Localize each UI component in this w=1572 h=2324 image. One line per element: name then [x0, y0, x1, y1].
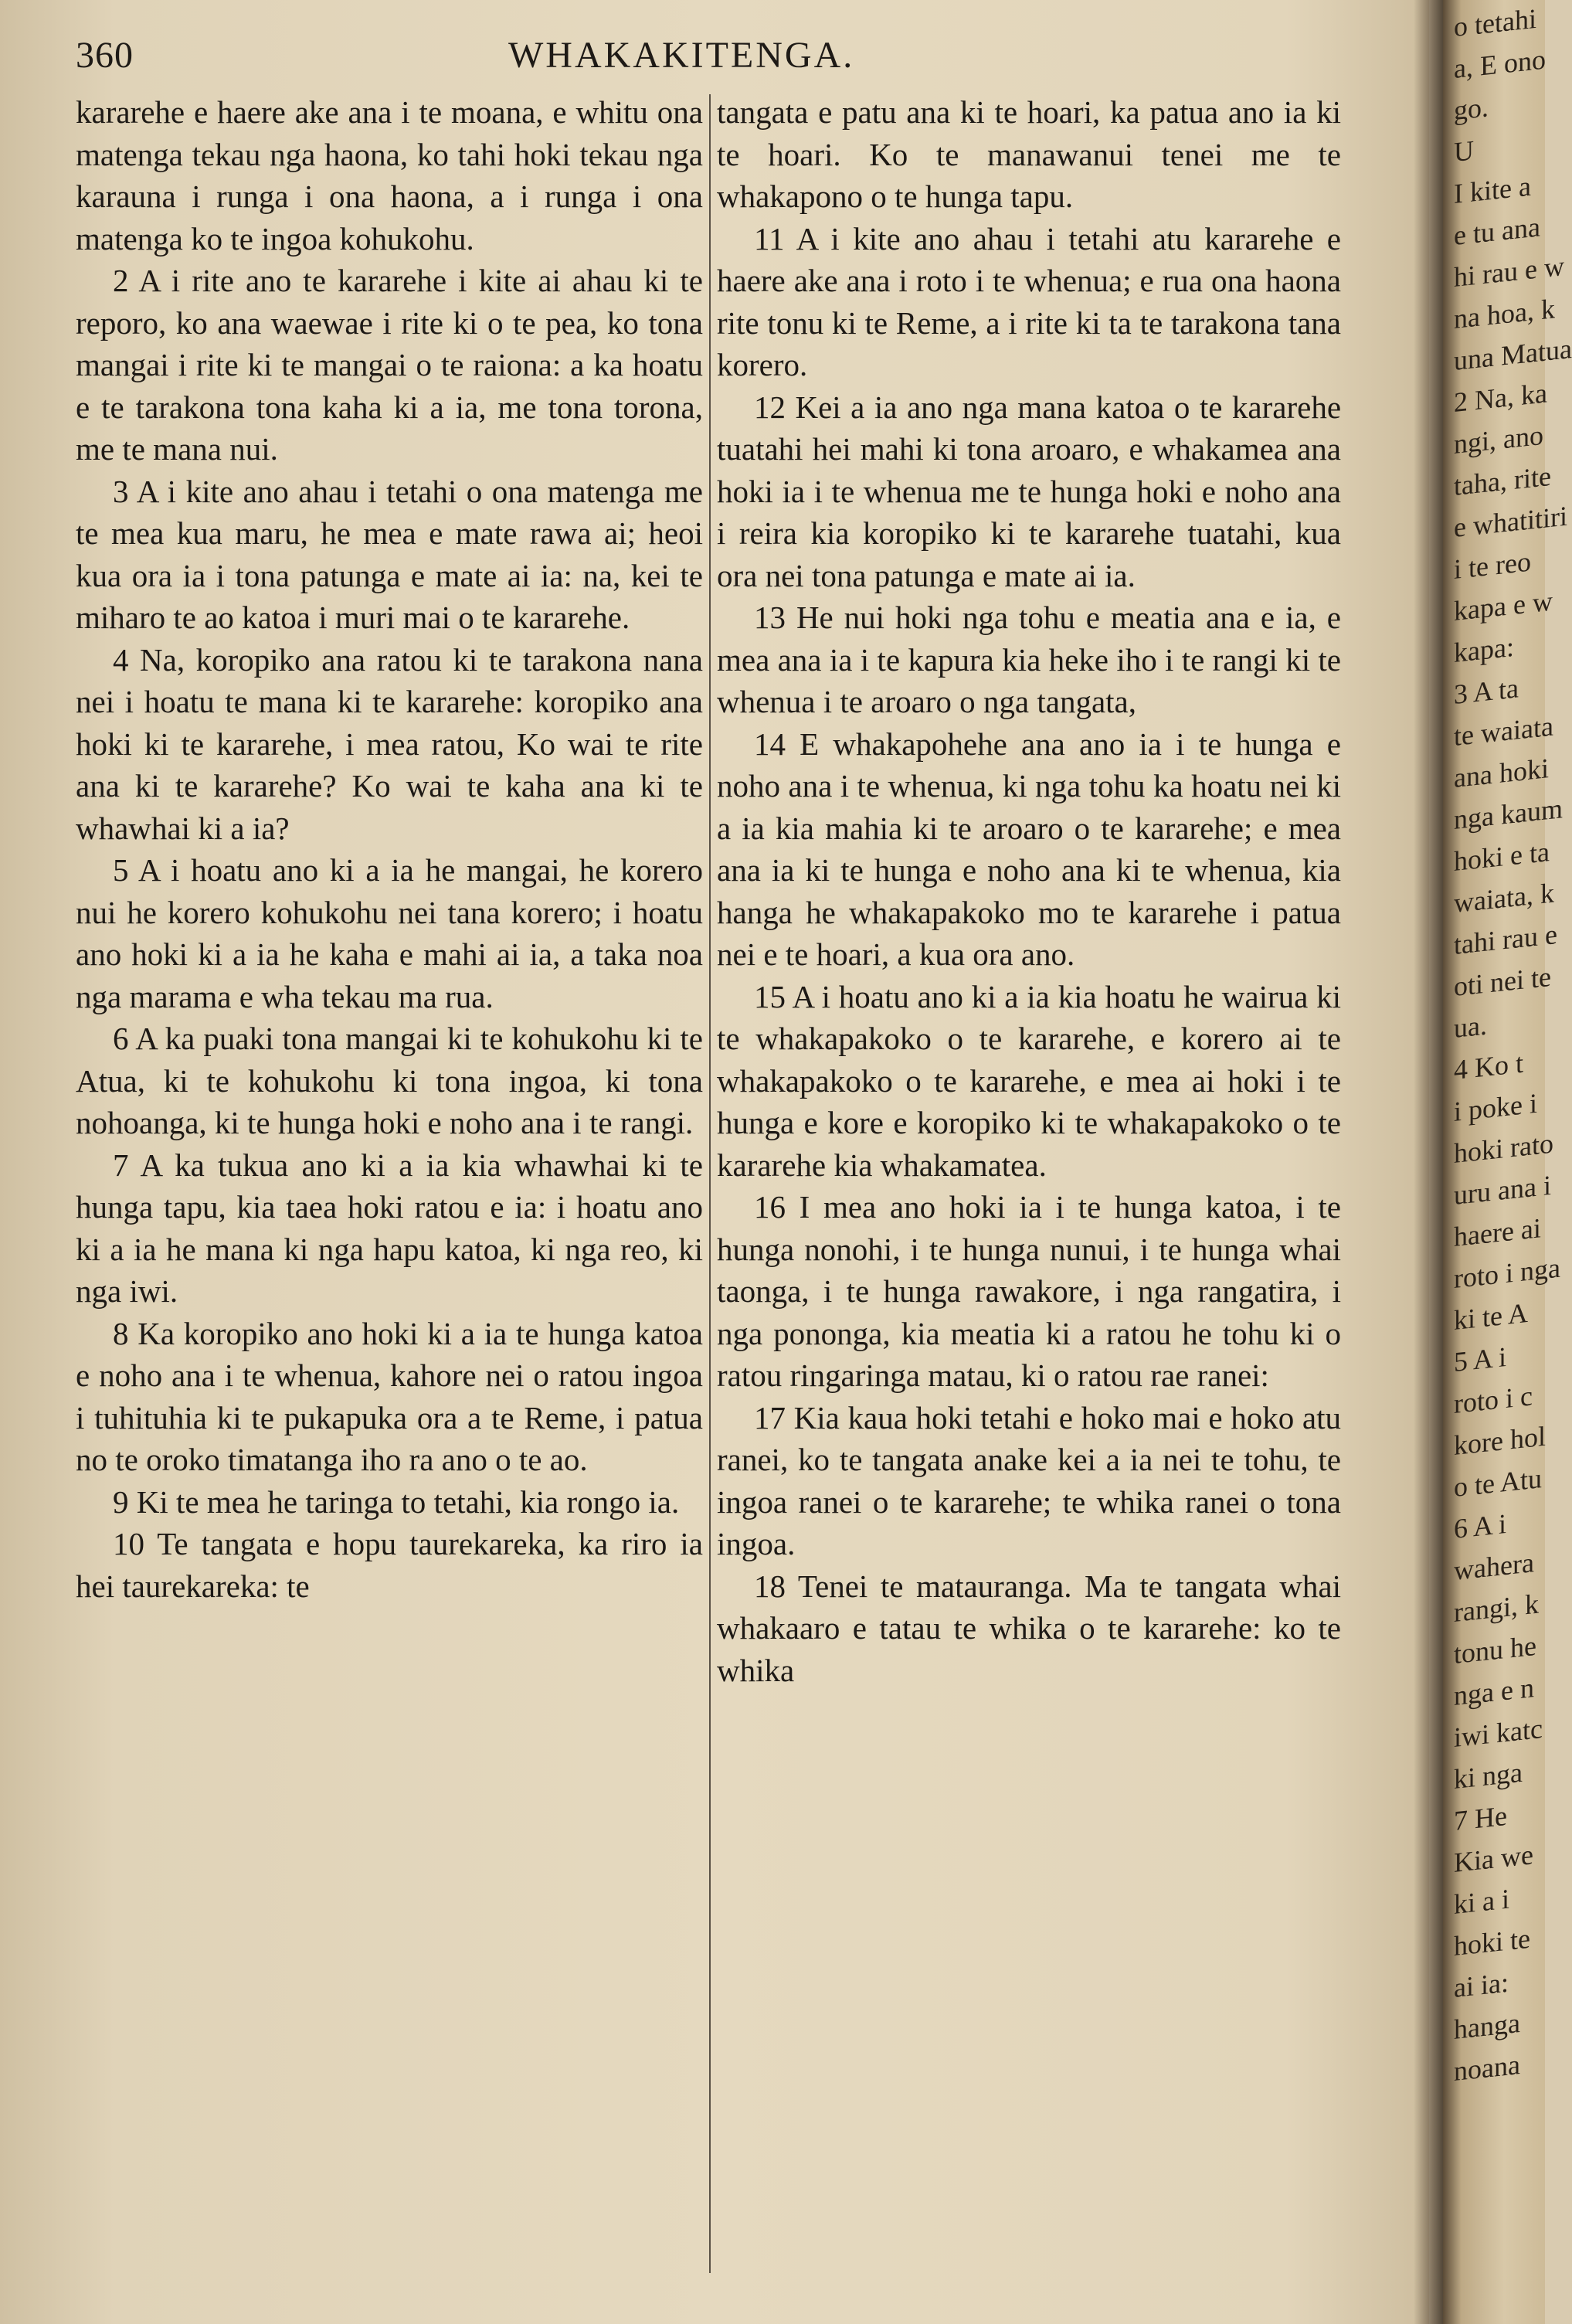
facing-page-fragment: 6 A i — [1454, 1507, 1507, 1545]
verse-text: A i kite ano ahau i tetahi atu kararehe e haere ake ana i roto i te whenua; e rua ona haona rite tonu ki te Reme, a i rite ki ta te tarakona tana korero. — [717, 220, 1341, 382]
verse-text: A i hoatu ano ki a ia he mangai, he korero nui he korero kohukohu nei tana korero; i hoatu ano hoki ki a ia he kaha e mahi ai ia, a taka noa nga marama e wha tekau ma rua. — [76, 852, 703, 1014]
verse-text: Tenei te matauranga. Ma te tangata whai whakaaro e tatau te whika o te kararehe: ko te whika — [717, 1568, 1341, 1688]
facing-page-fragment: uru ana i — [1454, 1169, 1551, 1211]
facing-page-fragment: I kite a — [1454, 170, 1531, 210]
facing-page-fragment: na hoa, k — [1454, 293, 1555, 335]
column-divider-rule — [709, 94, 711, 2273]
facing-page-edge — [1443, 0, 1572, 2324]
verse-text: I mea ano hoki ia i te hunga katoa, i te hunga nonohi, i te hunga nunui, i te hunga whai taonga, i te hunga rawakore, i nga rangatira, i nga pononga, kia meatia ki a ratou he tohu ki o ratou ringaringa matau, ki o ratou rae ranei: — [717, 1189, 1342, 1393]
running-head-title: WHAKAKITENGA. — [508, 35, 855, 76]
facing-page-fragment: iwi katc — [1454, 1712, 1543, 1754]
facing-page-fragment: hoki e ta — [1454, 836, 1550, 878]
verse-text: Na, koropiko ana ratou ki te tarakona nana nei i hoatu te mana ki te kararehe: koropiko ana hoki ki te kararehe, i mea ratou, Ko wai te rite ana ki te kararehe? Ko wai te kaha ana ki te whawhai ki a ia? — [76, 641, 703, 846]
verse-number: 11 — [754, 220, 785, 257]
facing-page-fragment: e tu ana — [1454, 211, 1540, 252]
verse-text: kararehe e haere ake ana i te moana, e whitu ona matenga tekau nga haona, ko tahi hoki tekau nga karauna i runga i ona haona, a i runga i ona matenga ko te ingoa kohukohu. — [76, 94, 703, 257]
facing-page-fragment: ki a i — [1454, 1883, 1509, 1921]
facing-page-fragment: ai ia: — [1454, 1966, 1509, 2004]
verse — [76, 639, 703, 850]
verse-number: 4 — [113, 641, 129, 678]
verse-number: 6 — [113, 1021, 129, 1056]
verse — [76, 471, 703, 639]
page-header — [76, 34, 1397, 80]
verse-number: 7 — [113, 1147, 129, 1183]
verse-text: A ka puaki tona mangai ki te kohukohu ki te Atua, ki te kohukohu ki tona ingoa, ki tona nohoanga, ki te hunga hoki e noho ana i te rangi. — [76, 1021, 703, 1140]
facing-page-fragment: noana — [1454, 2049, 1520, 2088]
facing-page-fragment: kore hol — [1454, 1420, 1546, 1462]
verse — [76, 1481, 703, 1524]
facing-page-fragment: te waiata — [1454, 710, 1553, 753]
verse — [76, 849, 703, 1018]
facing-page-fragment: o tetahi — [1454, 2, 1536, 43]
verse-text: tangata e patu ana ki te hoari, ka patua ano ia ki te hoari. Ko te manawanui tenei me te whakapono o te hunga tapu. — [717, 94, 1341, 214]
facing-page-fragment: ana hoki — [1454, 753, 1549, 794]
facing-page-fragment: kapa: — [1454, 630, 1514, 669]
facing-page-fragment: Kia we — [1454, 1839, 1533, 1879]
facing-page-fragment: tahi rau e — [1454, 918, 1557, 961]
facing-page-fragment: tonu he — [1454, 1629, 1536, 1670]
facing-page-fragment: wahera — [1454, 1547, 1534, 1587]
facing-page-text — [1454, 0, 1572, 2086]
verse-number: 13 — [754, 600, 786, 635]
facing-page-fragment: U — [1454, 134, 1474, 168]
verse-text: He nui hoki nga tohu e meatia ana e ia, e mea ana ia i te kapura kia heke iho i te rangi ki te whenua i te aroaro o nga tangata, — [717, 600, 1341, 719]
facing-page-fragment: nga e n — [1454, 1672, 1534, 1712]
verse — [717, 91, 1341, 218]
facing-page-fragment: ki nga — [1454, 1756, 1523, 1796]
verse-text: A ka tukua ano ki a ia kia whawhai ki te hunga tapu, kia taea hoki ratou e ia: i hoatu ano ki a ia he mana ki nga hapu katoa, ki nga reo, ki nga iwi. — [76, 1147, 703, 1309]
verse — [76, 1313, 703, 1481]
verse — [717, 976, 1341, 1187]
verse — [76, 1018, 703, 1144]
verse-text: E whakapohehe ana ano ia i te hunga e noho ana i te whenua, ki nga tohu ka hoatu nei ki a ia kia mahia ki te aroaro o te kararehe; e mea ana ia ki te hunga e noho ana ki te whenua, kia hanga he whakapakoko mo te kararehe i patua nei e te hoari, a kua ora ano. — [717, 725, 1341, 972]
verse-text: Te tangata e hopu taurekareka, ka riro ia hei taurekareka: te — [76, 1526, 704, 1604]
verse — [717, 386, 1341, 597]
verse-number: 10 — [113, 1526, 144, 1561]
facing-page-fragment: 7 He — [1454, 1799, 1507, 1837]
verse — [717, 1565, 1341, 1692]
facing-page-fragment: go. — [1454, 91, 1489, 127]
facing-page-fragment: taha, rite — [1454, 460, 1551, 502]
verse-number: 16 — [754, 1189, 786, 1225]
verse-text: Kia kaua hoki tetahi e hoko mai e hoko atu ranei, ko te tangata anake kei a ia nei te tohu, te ingoa ranei o te kararehe; te whika ranei o tona ingoa. — [717, 1399, 1341, 1561]
facing-page-fragment: waiata, k — [1454, 877, 1554, 919]
verse-number: 15 — [754, 978, 786, 1014]
verse-number: 9 — [113, 1483, 129, 1520]
verse — [717, 1186, 1341, 1397]
verse — [717, 596, 1341, 723]
verse — [717, 218, 1341, 386]
verse-number: 8 — [113, 1315, 129, 1351]
facing-page-fragment: hi rau e w — [1454, 250, 1564, 294]
right-text-column — [717, 91, 1341, 1691]
verse-number: 14 — [754, 725, 786, 762]
facing-page-fragment: nga kaum — [1454, 793, 1563, 836]
facing-page-fragment: rangi, k — [1454, 1588, 1539, 1629]
verse — [76, 1523, 703, 1607]
verse-text: Kei a ia ano nga mana katoa o te kararehe tuatahi hei mahi ki tona aroaro, e whakamea ana hoki ia i te whenua me te hunga hoki e noho ana i reira kia koropiko ki te kararehe tuatahi, kua ora nei tona patunga e mate ai ia. — [717, 389, 1342, 593]
verse-text: Ki te mea he taringa to tetahi, kia rongo ia. — [136, 1483, 680, 1520]
facing-page-fragment: hoki rato — [1454, 1127, 1553, 1170]
page-number: 360 — [76, 35, 134, 76]
verse-text: A i kite ano ahau i tetahi o ona matenga me te mea kua maru, he mea e mate rawa ai; heoi kua ora ia i tona patunga e mate ai ia: na, kei te miharo te ao katoa i muri mai o te kararehe. — [76, 473, 703, 635]
facing-page-fragment: una Matua — [1454, 332, 1572, 377]
facing-page-fragment: 3 A ta — [1454, 672, 1519, 711]
left-text-column — [76, 91, 703, 1607]
facing-page-fragment: hoki te — [1454, 1922, 1530, 1962]
facing-page-fragment: kapa e w — [1454, 585, 1553, 627]
facing-page-fragment: 2 Na, ka — [1454, 377, 1547, 419]
facing-page-fragment: roto i nga — [1454, 1252, 1560, 1295]
facing-page-fragment: i te reo — [1454, 545, 1531, 586]
facing-page-fragment: ngi, ano — [1454, 419, 1543, 460]
verse-text: A i hoatu ano ki a ia kia hoatu he wairua ki te whakapakoko o te kararehe, e korero ai te whakapakoko o te kararehe, e mea ai hoki i te hunga e kore e koropiko ki te whakapakoko o te kararehe kia whakamatea. — [717, 978, 1341, 1183]
verse — [76, 91, 703, 260]
verse-text: Ka koropiko ano hoki ki a ia te hunga katoa e noho ana i te whenua, kahore nei o ratou ingoa i tuhituhia ki te pukapuka ora a te Reme, i patua no te oroko timatanga iho ra ano o te ao. — [76, 1315, 703, 1477]
verse — [76, 1144, 703, 1313]
facing-page-fragment: 5 A i — [1454, 1340, 1507, 1378]
facing-page-fragment: a, E ono — [1454, 43, 1546, 85]
facing-page-fragment: ki te A — [1454, 1296, 1528, 1337]
facing-page-fragment: o te Atu — [1454, 1463, 1542, 1503]
verse — [717, 1397, 1341, 1565]
verse-number: 17 — [754, 1399, 786, 1436]
verse-number: 5 — [113, 852, 129, 888]
verse — [717, 723, 1341, 976]
gutter-shadow — [1414, 0, 1445, 2324]
facing-page-fragment: 4 Ko t — [1454, 1047, 1523, 1086]
verse-number: 18 — [754, 1568, 786, 1604]
verse — [76, 260, 703, 471]
facing-page-fragment: roto i c — [1454, 1380, 1533, 1420]
facing-page-fragment: hanga — [1454, 2007, 1520, 2046]
facing-page-fragment: e whatitiri — [1454, 500, 1567, 544]
facing-page-fragment: ua. — [1454, 1009, 1487, 1045]
facing-page-fragment: haere ai — [1454, 1212, 1541, 1253]
verse-text: A i rite ano te kararehe i kite ai ahau ki te reporo, ko ana waewae i rite ki o te pea, ko tona mangai i rite ki te mangai o te raiona: a ka hoatu e te tarakona tona kaha ki a ia, me tona torona, me te mana nui. — [76, 263, 703, 467]
facing-page-fragment: oti nei te — [1454, 960, 1551, 1003]
verse-number: 3 — [113, 473, 129, 509]
verse-number: 2 — [113, 263, 129, 298]
facing-page-fragment: i poke i — [1454, 1087, 1537, 1128]
verse-number: 12 — [754, 389, 786, 425]
